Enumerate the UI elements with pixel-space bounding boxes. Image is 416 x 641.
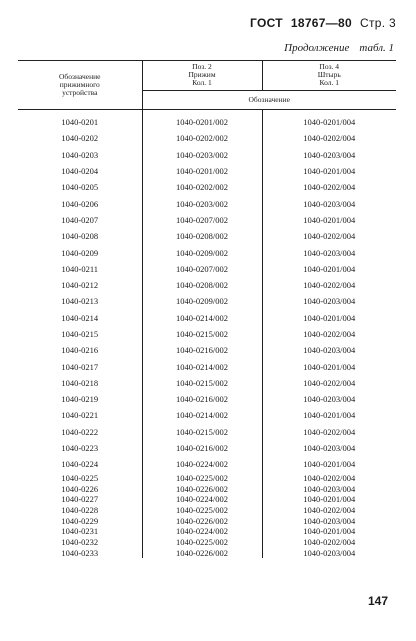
device-designation-cell: 1040-0222 (18, 424, 142, 440)
clamp-designation-cell: 1040-0207/002 (142, 261, 262, 277)
table-row (18, 179, 396, 195)
page-header (250, 16, 396, 30)
pin-designation-cell: 1040-0203/004 (303, 443, 356, 454)
clamp-designation-cell: 1040-0202/002 (142, 130, 262, 146)
clamp-designation-cell: 1040-0224/002 (142, 456, 262, 472)
continuation-label: Продолжение (284, 42, 350, 54)
pin-designation-cell: 1040-0202/004 (303, 472, 356, 483)
table-row (18, 277, 396, 293)
pin-designation-cell: 1040-0201/004 (303, 312, 356, 323)
clamp-designation-cell: 1040-0208/002 (142, 228, 262, 244)
device-designation-cell: 1040-0211 (18, 261, 142, 277)
device-designation-cell: 1040-0233 (18, 547, 142, 558)
device-designation-cell: 1040-0212 (18, 277, 142, 293)
clamp-designation-cell: 1040-0209/002 (142, 244, 262, 260)
clamp-designation-cell: 1040-0225/002 (142, 537, 262, 548)
designation-table (18, 60, 396, 558)
device-designation-cell: 1040-0231 (18, 526, 142, 537)
pin-designation-cell: 1040-0201/004 (303, 263, 356, 274)
clamp-designation-cell: 1040-0226/002 (142, 547, 262, 558)
pin-designation-cell: 1040-0201/004 (303, 494, 356, 505)
table-row (18, 342, 396, 358)
pin-designation-cell: 1040-0202/004 (303, 280, 356, 291)
clamp-designation-cell: 1040-0216/002 (142, 342, 262, 358)
pin-designation-cell: 1040-0203/004 (303, 345, 356, 356)
header-pos2-clamp: Поз. 2 Прижим Кол. 1 (142, 61, 262, 91)
pin-designation-cell: 1040-0201/004 (303, 459, 356, 470)
pin-designation-cell: 1040-0201/004 (303, 526, 356, 537)
table-row (18, 147, 396, 163)
table-row (18, 261, 396, 277)
clamp-designation-cell: 1040-0203/002 (142, 147, 262, 163)
device-designation-cell: 1040-0229 (18, 515, 142, 526)
table-row (18, 456, 396, 472)
device-designation-cell: 1040-0232 (18, 537, 142, 548)
table-number: табл. 1 (359, 42, 394, 54)
table-row (18, 391, 396, 407)
device-designation-cell: 1040-0205 (18, 179, 142, 195)
clamp-designation-cell: 1040-0224/002 (142, 494, 262, 505)
table-row (18, 526, 396, 537)
pin-designation-cell: 1040-0201/004 (303, 361, 356, 372)
pin-designation-cell: 1040-0202/004 (303, 537, 356, 547)
pin-designation-cell: 1040-0202/004 (303, 426, 356, 437)
page-number: 147 (367, 594, 388, 608)
device-designation-cell: 1040-0213 (18, 293, 142, 309)
header-pos4-pin: Поз. 4 Штырь Кол. 1 (262, 61, 396, 91)
table-row (18, 505, 396, 516)
clamp-designation-cell: 1040-0225/002 (142, 473, 262, 484)
table-row (18, 483, 396, 494)
device-designation-cell: 1040-0217 (18, 358, 142, 374)
table-row (18, 163, 396, 179)
page-indicator: Стр. 3 (360, 16, 396, 30)
pin-designation-cell: 1040-0202/004 (303, 377, 356, 388)
pin-designation-cell: 1040-0203/004 (303, 149, 356, 160)
device-designation-cell: 1040-0223 (18, 440, 142, 456)
pin-designation-cell: 1040-0203/004 (303, 483, 356, 494)
clamp-designation-cell: 1040-0209/002 (142, 293, 262, 309)
device-designation-cell: 1040-0206 (18, 195, 142, 211)
table-row (18, 515, 396, 526)
table-row (18, 547, 396, 558)
clamp-designation-cell: 1040-0225/002 (142, 505, 262, 516)
pin-designation-cell: 1040-0203/004 (303, 247, 356, 258)
clamp-designation-cell: 1040-0216/002 (142, 391, 262, 407)
clamp-designation-cell: 1040-0226/002 (142, 483, 262, 494)
table-row (18, 407, 396, 423)
clamp-designation-cell: 1040-0215/002 (142, 375, 262, 391)
device-designation-cell: 1040-0208 (18, 228, 142, 244)
clamp-designation-cell: 1040-0202/002 (142, 179, 262, 195)
clamp-designation-cell: 1040-0203/002 (142, 195, 262, 211)
continuation-caption (284, 42, 394, 54)
clamp-designation-cell: 1040-0215/002 (142, 424, 262, 440)
table-row (18, 358, 396, 374)
pin-designation-cell: 1040-0203/004 (303, 296, 356, 307)
standard-number: 18767—80 (290, 16, 353, 30)
pin-designation-cell: 1040-0203/004 (303, 394, 356, 405)
clamp-designation-cell: 1040-0214/002 (142, 358, 262, 374)
header-device-designation: Обозначение прижимного устройства (18, 61, 142, 110)
pin-designation-cell: 1040-0202/004 (303, 504, 356, 515)
device-designation-cell: 1040-0227 (18, 494, 142, 505)
device-designation-cell: 1040-0218 (18, 375, 142, 391)
pin-designation-cell: 1040-0201/004 (303, 214, 356, 225)
clamp-designation-cell: 1040-0214/002 (142, 407, 262, 423)
pin-designation-cell: 1040-0202/004 (303, 329, 356, 339)
device-designation-cell: 1040-0204 (18, 163, 142, 179)
clamp-designation-cell: 1040-0201/002 (142, 163, 262, 179)
device-designation-cell: 1040-0221 (18, 407, 142, 423)
table-row (18, 326, 396, 342)
pin-designation-cell: 1040-0202/004 (303, 133, 356, 144)
pin-designation-cell: 1040-0201/004 (303, 410, 356, 421)
pin-designation-cell: 1040-0203/004 (303, 515, 356, 526)
table-row (18, 473, 396, 484)
pin-designation-cell: 1040-0203/004 (303, 198, 356, 209)
table-row (18, 130, 396, 146)
table-row (18, 424, 396, 440)
table-row (18, 375, 396, 391)
device-designation-cell: 1040-0219 (18, 391, 142, 407)
device-designation-cell: 1040-0228 (18, 505, 142, 516)
clamp-designation-cell: 1040-0214/002 (142, 310, 262, 326)
table-row (18, 293, 396, 309)
clamp-designation-cell: 1040-0207/002 (142, 212, 262, 228)
standard-label: ГОСТ (250, 16, 283, 30)
device-designation-cell: 1040-0214 (18, 310, 142, 326)
table-row (18, 440, 396, 456)
header-designation: Обозначение (142, 90, 396, 109)
table-row (18, 195, 396, 211)
device-designation-cell: 1040-0216 (18, 342, 142, 358)
clamp-designation-cell: 1040-0215/002 (142, 326, 262, 342)
table-row (18, 212, 396, 228)
clamp-designation-cell: 1040-0216/002 (142, 440, 262, 456)
device-designation-cell: 1040-0202 (18, 130, 142, 146)
device-designation-cell: 1040-0201 (18, 114, 142, 130)
table-row (18, 537, 396, 548)
clamp-designation-cell: 1040-0226/002 (142, 515, 262, 526)
table-row (18, 228, 396, 244)
device-designation-cell: 1040-0207 (18, 212, 142, 228)
device-designation-cell: 1040-0215 (18, 326, 142, 342)
clamp-designation-cell: 1040-0208/002 (142, 277, 262, 293)
table-row (18, 114, 396, 130)
device-designation-cell: 1040-0209 (18, 244, 142, 260)
table-row (18, 310, 396, 326)
table-row (18, 494, 396, 505)
clamp-designation-cell: 1040-0224/002 (142, 526, 262, 537)
device-designation-cell: 1040-0224 (18, 456, 142, 472)
pin-designation-cell: 1040-0202/004 (303, 231, 356, 242)
clamp-designation-cell: 1040-0201/002 (142, 114, 262, 130)
pin-designation-cell: 1040-0201/004 (303, 117, 356, 128)
device-designation-cell: 1040-0226 (18, 483, 142, 494)
table-row (18, 244, 396, 260)
device-designation-cell: 1040-0203 (18, 147, 142, 163)
device-designation-cell: 1040-0225 (18, 473, 142, 484)
pin-designation-cell: 1040-0203/004 (303, 547, 356, 558)
pin-designation-cell: 1040-0202/004 (303, 182, 356, 193)
pin-designation-cell: 1040-0201/004 (303, 166, 356, 177)
